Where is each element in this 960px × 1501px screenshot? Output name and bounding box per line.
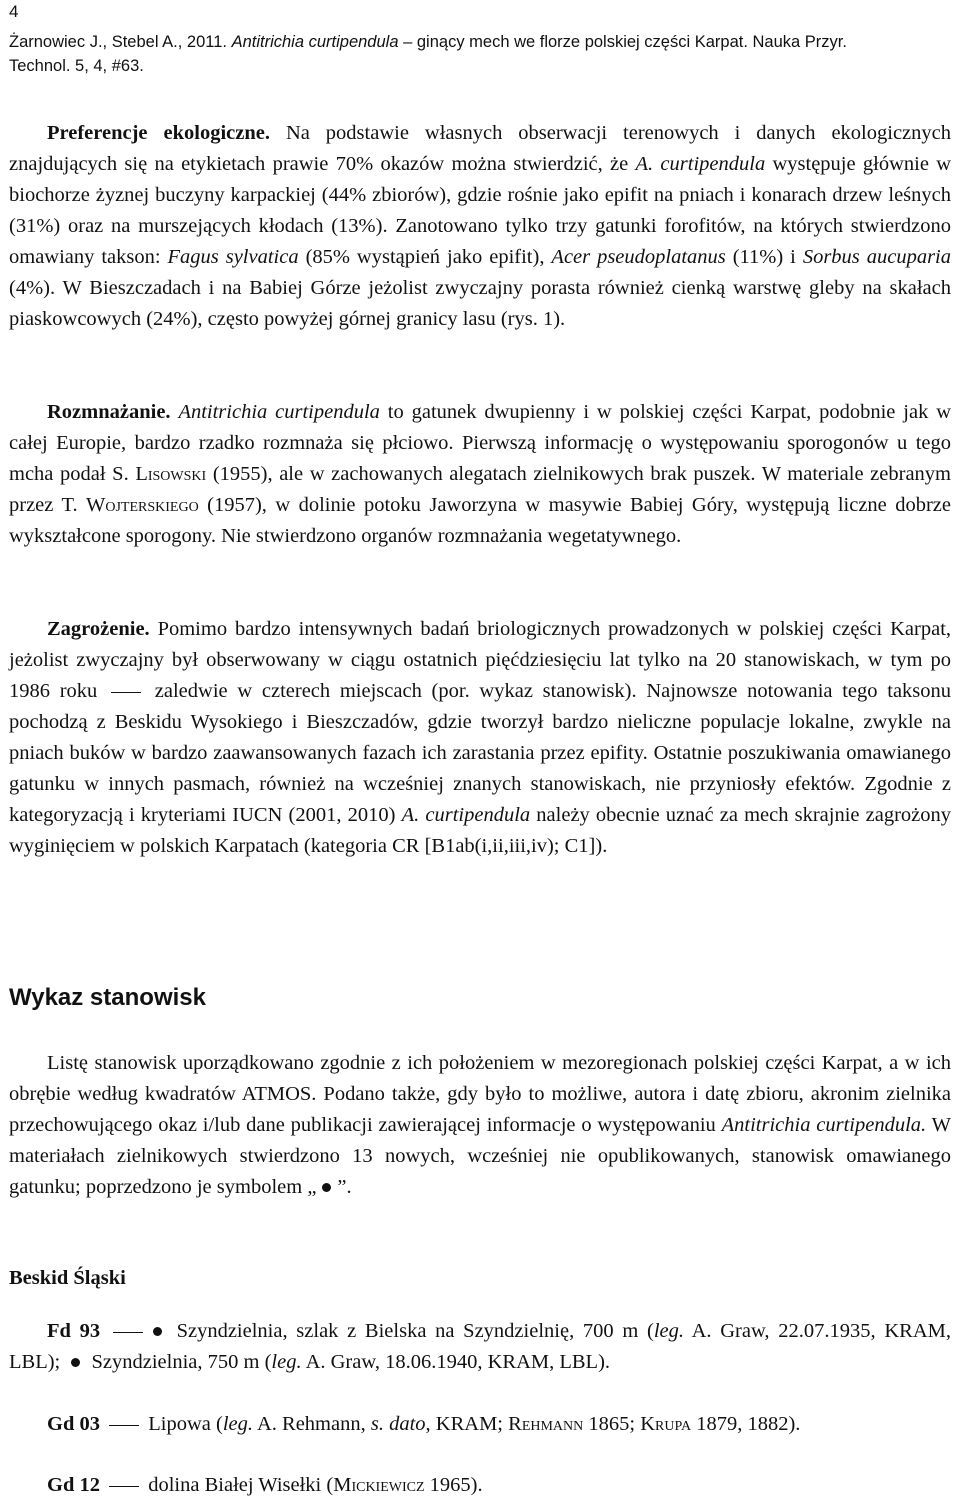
bullet-symbol — [322, 1183, 331, 1192]
paragraph-wykaz: Listę stanowisk uporządkowano zgodnie z ich położeniem w mezoregionach polskiej części Karpat, a w ich obrębie według kwadratów ATMOS. Podano także, gdy było to możliwe, autora i datę zbioru, akronim zielnika przechowującego okaz i/lub dane publikacji zawierającej informacje o występowaniu Antitrichia curtipendula. W materiałach zielnikowych stwierdzono 13 nowych, wcześniej nie opublikowanych, stanowisk omawianego gatunku; poprzedzono je symbolem „ ”. — [9, 1052, 951, 1198]
entry-gd12: Gd 12 dolina Białej Wisełki (Mickiewicz 1965). — [47, 1474, 483, 1496]
citation-species: Antitrichia curtipendula — [231, 33, 399, 51]
citation-title: – ginący mech we florze polskiej części Karpat. Nauka Przyr. — [403, 33, 847, 51]
citation-header — [9, 30, 951, 78]
heading-threat: Zagrożenie. — [47, 618, 150, 640]
entry-fd93: Fd 93 Szyndzielnia, szlak z Bielska na Szyndzielnię, 700 m (leg. A. Graw, 22.07.1935, KRAM, LBL); Szyndzielnia, 750 m (leg. A. Graw, 18.06.1940, KRAM, LBL). — [9, 1320, 951, 1373]
heading-ecology: Preferencje ekologiczne. — [47, 122, 270, 144]
paragraph-ecology: Preferencje ekologiczne. Na podstawie własnych obserwacji terenowych i danych ekologicznych znajdujących się na etykietach prawie 70% okazów można stwierdzić, że A. curtipendula występuje głównie w biochorze żyznej buczyny karpackiej (44% zbiorów), gdzie rośnie jako epifit na pniach i konarach drzew leśnych (31%) oraz na murszejących kłodach (13%). Zanotowano tylko trzy gatunki forofitów, na których stwierdzono omawiany takson: Fagus sylvatica (85% wystąpień jako epifit), Acer pseudoplatanus (11%) i Sorbus aucuparia (4%). W Bieszczadach i na Babiej Górze jeżolist zwyczajny porasta również cienką warstwę gleby na skałach piaskowcowych (24%), często powyżej górnej granicy lasu (rys. 1). — [9, 122, 951, 330]
region-heading: Beskid Śląski — [9, 1267, 126, 1289]
bullet-symbol — [71, 1358, 80, 1367]
bullet-symbol — [153, 1327, 162, 1336]
dash-glyph — [109, 1486, 139, 1487]
page-number: 4 — [9, 2, 19, 21]
dash-glyph — [109, 1425, 139, 1426]
citation-journal: Technol. 5, 4, #63. — [9, 57, 144, 75]
paragraph-threat: Zagrożenie. Pomimo bardzo intensywnych badań briologicznych prowadzonych w polskiej części Karpat, jeżolist zwyczajny był obserwowany w ciągu ostatnich pięćdziesięciu lat tylko na 20 stanowiskach, w tym po 1986 roku zaledwie w czterech miejscach (por. wykaz stanowisk). Najnowsze notowania tego taksonu pochodzą z Beskidu Wysokiego i Bieszczadów, gdzie tworzył bardzo nieliczne populacje lokalne, zwykle na pniach buków w bardzo zaawansowanych fazach ich zarastania przez epifity. Ostatnie poszukiwania omawianego gatunku w innych pasmach, również na wcześniej znanych stanowiskach, nie przyniosły efektów. Zgodnie z kategoryzacją i kryteriami IUCN (2001, 2010) A. curtipendula należy obecnie uznać za mech skrajnie zagrożony wyginięciem w polskich Karpatach (kategoria CR [B1ab(i,ii,iii,iv); C1]). — [9, 618, 952, 857]
dash-glyph — [113, 1332, 143, 1333]
citation-authors: Żarnowiec J., Stebel A., 2011. — [9, 33, 227, 51]
heading-reproduction: Rozmnażanie. — [47, 401, 171, 423]
entry-gd03: Gd 03 Lipowa (leg. A. Rehmann, s. dato, KRAM; Rehmann 1865; Krupa 1879, 1882). — [47, 1413, 801, 1435]
section-title-wykaz: Wykaz stanowisk — [9, 984, 206, 1011]
dash-glyph — [111, 692, 141, 693]
paragraph-reproduction: Rozmnażanie. Antitrichia curtipendula to gatunek dwupienny i w polskiej części Karpat, podobnie jak w całej Europie, bardzo rzadko rozmnaża się płciowo. Pierwszą informację o występowaniu sporogonów u tego mcha podał S. Lisowski (1955), ale w zachowanych alegatach zielnikowych brak puszek. W materiale zebranym przez T. Wojterskiego (1957), w dolinie potoku Jaworzyna w masywie Babiej Góry, występują liczne dobrze wykształcone sporogony. Nie stwierdzono organów rozmnażania wegetatywnego. — [9, 401, 952, 547]
